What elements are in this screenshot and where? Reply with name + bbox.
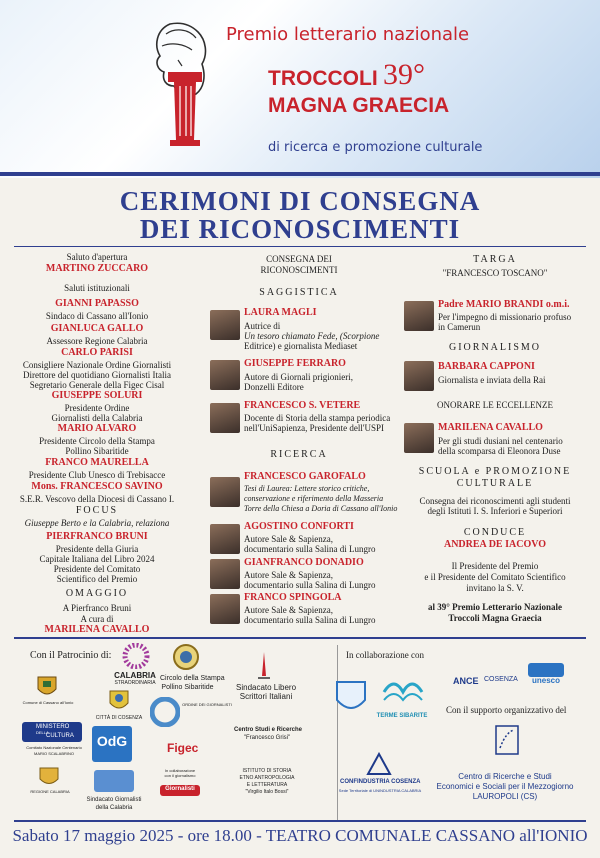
patrocinio-label: Con il Patrocinio di: — [30, 650, 112, 661]
closing-line-1: Il Presidente del Premio — [451, 561, 539, 571]
awardee-desc: Un tesoro chiamato Fede, (Scorpione — [244, 331, 380, 341]
giornalismo-label: GIORNALISMO — [449, 342, 541, 353]
agostino-conforti-photo — [210, 524, 240, 554]
ministero-label-3: CULTURA — [46, 733, 74, 739]
omaggio-to: A Pierfranco Bruni — [62, 603, 132, 613]
ordine-giornalisti-logo-icon — [150, 697, 180, 727]
franco-spingola-photo — [210, 594, 240, 624]
event-date-venue: Sabato 17 maggio 2025 - ore 18.00 - TEATRO COMUNALE CASSANO all'IONIO — [12, 826, 588, 845]
confindustria-label-1: CONFINDUSTRIA COSENZA — [340, 779, 421, 785]
speaker-name: CARLO PARISI — [61, 347, 133, 358]
centro-label-3: LAUROPOLI (CS) — [472, 792, 538, 801]
awardee-name: FRANCESCO S. VETERE — [244, 400, 361, 411]
awardee-desc: conservazione e riferimento della Masseria — [244, 494, 384, 503]
confindustria-logo-icon — [366, 752, 392, 776]
comitato-label-1: Comitato Nazionale Centenario — [26, 745, 82, 750]
troccoli-label: TROCCOLI — [268, 67, 378, 90]
saluto-name: MARTINO ZUCCARO — [45, 263, 149, 274]
edition-number: 39° — [383, 58, 425, 91]
quill-icon — [254, 650, 274, 680]
awardee-desc: documentario sulla Salina di Lungro — [244, 544, 376, 554]
invite-line-2: Troccoli Magna Graecia — [448, 613, 542, 623]
calabria-sub: STRAORDINARIA — [114, 680, 156, 686]
speaker-role: Capitale Italiana del Libro 2024 — [39, 554, 155, 564]
targa-label: TARGA — [473, 254, 517, 265]
awardee-desc: Autore di Giornali prigionieri, — [244, 372, 353, 382]
awardee-desc: Torre della Chiesa a Doria di Cassano all'Ionio — [244, 504, 398, 513]
omaggio-cura: A cura di — [80, 614, 114, 624]
scuola-label-2: CULTURALE — [456, 478, 534, 489]
speaker-name: FRANCO MAURELLA — [45, 457, 149, 468]
unesco-label: unesco — [532, 676, 561, 685]
circolo-label-2: Pollino Sibaritide — [161, 684, 214, 691]
awardee-desc: Tesi di Laurea: Lettere storico critiche, — [244, 484, 370, 493]
invite-line-1: al 39° Premio Letterario Nazionale — [428, 602, 562, 612]
sindacato-g-label-2: della Calabria — [95, 805, 133, 811]
ordine-label: ORDINE DEI GIORNALISTI — [182, 702, 232, 707]
supporto-label: Con il supporto organizzativo del — [446, 705, 567, 715]
regione-crest-icon — [38, 766, 60, 788]
sindacato-g-label-1: Sindacato Giornalisti — [86, 797, 142, 803]
scuola-label-1: SCUOLA e PROMOZIONE — [418, 466, 572, 477]
circolo-label-1: Circolo della Stampa — [160, 675, 225, 682]
centro-label-2: Economici e Sociali per il Mezzogiorno — [436, 782, 574, 791]
speaker-name: MARILENA CAVALLO — [44, 624, 150, 635]
consegna-label-2: RICONOSCIMENTI — [260, 265, 338, 275]
comune-crest-icon — [36, 673, 58, 699]
giornalisti-label: Giornalisti — [165, 786, 195, 792]
barbara-capponi-photo — [404, 361, 434, 391]
focus-text: Giuseppe Berto e la Calabria, relaziona — [24, 518, 170, 528]
cosenza-crest-icon — [108, 687, 130, 713]
awardee-name: Padre MARIO BRANDI o.m.i. — [438, 299, 570, 310]
figec-label: Figec — [167, 741, 199, 755]
title-line-1: CERIMONI DI CONSEGNA — [119, 186, 481, 216]
istituto-label-3: E LETTERATURA — [246, 782, 288, 788]
awardee-name: FRANCESCO GAROFALO — [244, 471, 366, 482]
centro-label-1: Centro di Ricerche e Studi — [458, 772, 552, 781]
awardee-desc: Per l'impegno di missionario profuso — [438, 312, 572, 322]
sponsor-column-divider — [337, 645, 338, 820]
speaker-role: Scientifico del Premio — [56, 574, 138, 584]
speaker-role: Direttore del quotidiano Giornalisti Italia — [23, 370, 171, 380]
awardee-desc: della scomparsa di Eleonora Duse — [438, 446, 561, 456]
speaker-role: Presidente Club Unesco di Trebisacce — [28, 470, 166, 480]
awardee-desc: nell'UniSapienza, Presidente dell'USPI — [244, 423, 384, 433]
closing-line-2: e il Presidente del Comitato Scientifico — [424, 572, 566, 582]
francesco-garofalo-photo — [210, 477, 240, 507]
awardee-desc: Per gli studi dusiani nel centenario — [438, 436, 563, 446]
speaker-name: MARIO ALVARO — [57, 423, 137, 434]
terme-label: TERME SIBARITE — [376, 713, 428, 719]
magna-graecia-label: MAGNA GRAECIA — [268, 94, 450, 117]
conduce-label: CONDUCE — [463, 527, 527, 538]
saggistica-label: SAGGISTICA — [259, 287, 339, 298]
footer-divider — [14, 820, 586, 822]
title-divider — [14, 246, 586, 247]
header-divider — [0, 172, 600, 176]
sponsor-divider — [14, 637, 586, 639]
unesco-badge — [528, 663, 564, 677]
awardee-desc: documentario sulla Salina di Lungro — [244, 615, 376, 625]
giuseppe-ferraro-photo — [210, 360, 240, 390]
collab-small-2: con il giornalismo — [164, 773, 196, 778]
awardee-name: GIANFRANCO DONADIO — [244, 557, 364, 568]
ricerca-subtitle: di ricerca e promozione culturale — [268, 140, 483, 155]
speaker-role: Sindaco di Cassano all'Ionio — [45, 311, 149, 321]
sindacato-label-2: Scrittori Italiani — [239, 692, 293, 701]
terme-sibarite-logo-icon — [380, 672, 426, 708]
calabria-logo-icon — [120, 643, 152, 669]
awardee-desc: Autore Sale & Sapienza, — [244, 570, 333, 580]
speaker-name: PIERFRANCO BRUNI — [46, 531, 148, 542]
centro-studi-label-1: Centro Studi e Ricerche — [234, 727, 303, 733]
speaker-role: S.E.R. Vescovo della Diocesi di Cassano I. — [19, 494, 175, 504]
awardee-desc: Autrice di — [244, 321, 281, 331]
speaker-role: Presidente Circolo della Stampa — [39, 436, 155, 446]
focus-label: FOCUS — [75, 505, 119, 516]
scuola-text-1: Consegna dei riconoscimenti agli studenti — [419, 496, 571, 506]
omaggio-label: OMAGGIO — [65, 588, 129, 599]
awardee-name: AGOSTINO CONFORTI — [244, 521, 354, 532]
marilena-cavallo-photo — [404, 423, 434, 453]
citta-cosenza-label: CITTÀ DI COSENZA — [95, 715, 143, 721]
awardee-desc: Autore Sale & Sapienza, — [244, 605, 333, 615]
ance-label: ANCE — [453, 676, 479, 686]
awardee-name: LAURA MAGLI — [244, 307, 317, 318]
istituto-label-4: "Virgilio Italo Bossi" — [245, 789, 289, 795]
awardee-desc: Docente di Storia della stampa periodica — [244, 413, 391, 423]
comitato-label-2: MARIO SCALABRINO — [33, 751, 74, 756]
awardee-name: BARBARA CAPPONI — [438, 361, 535, 372]
ministero-label-2: DELLA — [36, 730, 49, 735]
circolo-stampa-logo-icon — [172, 643, 200, 671]
saluto-label: Saluto d'apertura — [66, 252, 128, 262]
speaker-role: Segretario Generale della Figec Cisal — [29, 380, 165, 390]
awardee-desc: documentario sulla Salina di Lungro — [244, 580, 376, 590]
istituto-label-1: ISTITUTO DI STORIA — [242, 768, 292, 774]
consegna-label-1: CONSEGNA DEI — [266, 254, 332, 264]
shield-logo-icon — [331, 678, 371, 718]
confindustria-label-2: Sede Territoriale di UNINDUSTRIA CALABRIA — [338, 788, 422, 793]
conduce-name: ANDREA DE IACOVO — [443, 539, 547, 550]
speaker-role: Pollino Sibaritide — [65, 446, 129, 456]
title-line-2: DEI RICONOSCIMENTI — [139, 214, 461, 244]
closing-line-3: invitano la S. V. — [466, 583, 524, 593]
targa-name: "FRANCESCO TOSCANO" — [442, 268, 548, 278]
istituzionali-label: Saluti istituzionali — [64, 283, 130, 293]
premio-label: Premio letterario nazionale — [226, 24, 470, 45]
odg-label: OdG — [96, 733, 128, 749]
speaker-role: Presidente del Comitato — [53, 564, 141, 574]
awardee-desc: Autore Sale & Sapienza, — [244, 534, 333, 544]
speaker-name: GIANLUCA GALLO — [50, 323, 144, 334]
istituto-label-2: ETNO ANTROPOLOGIA — [239, 775, 295, 781]
collab-small-1: In collaborazione — [164, 768, 196, 773]
awardee-desc: in Camerun — [438, 322, 481, 332]
speaker-name: Mons. FRANCESCO SAVINO — [31, 481, 163, 492]
awardee-name: MARILENA CAVALLO — [438, 422, 543, 433]
speaker-role: Giornalisti della Calabria — [51, 413, 143, 423]
ministero-label-1: MINISTERO — [36, 724, 70, 730]
awardee-desc: Donzelli Editore — [244, 382, 304, 392]
speaker-role: Presidente della Giuria — [55, 544, 139, 554]
speaker-name: GIANNI PAPASSO — [55, 298, 139, 309]
awardee-name: GIUSEPPE FERRARO — [244, 358, 346, 369]
centro-ricerche-logo-icon — [494, 724, 520, 756]
centro-studi-label-2: "Francesco Grisi" — [243, 735, 291, 741]
speaker-name: GIUSEPPE SOLURI — [51, 390, 143, 401]
collab-label: In collaborazione con — [346, 650, 424, 660]
speaker-role: Presidente Ordine — [64, 403, 130, 413]
awardee-desc: Editrice) e giornalista Mediaset — [244, 341, 358, 351]
awardee-name: FRANCO SPINGOLA — [244, 592, 342, 603]
regione-label: REGIONE CALABRIA — [30, 789, 70, 794]
ricerca-label: RICERCA — [270, 449, 328, 460]
cosenza-label: COSENZA — [484, 676, 518, 683]
onorare-label: ONORARE LE ECCELLENZE — [437, 400, 553, 410]
sindacato-label-1: Sindacato Libero — [236, 683, 297, 692]
scuola-text-2: degli Istituti I. S. Inferiori e Superiori — [427, 506, 563, 516]
awardee-desc: Giornalista e inviata della Rai — [438, 375, 546, 385]
comune-label: Comune di Cassano all'Ionio — [22, 700, 74, 705]
sindacato-giornalisti-badge — [94, 770, 134, 792]
speaker-role: Consigliere Nazionale Ordine Giornalisti — [22, 360, 172, 370]
calabria-label: CALABRIA — [114, 671, 156, 680]
gianfranco-donadio-photo — [210, 559, 240, 589]
laura-magli-photo — [210, 310, 240, 340]
francesco-vetere-photo — [210, 403, 240, 433]
speaker-role: Assessore Regione Calabria — [46, 336, 148, 346]
mario-brandi-photo — [404, 301, 434, 331]
